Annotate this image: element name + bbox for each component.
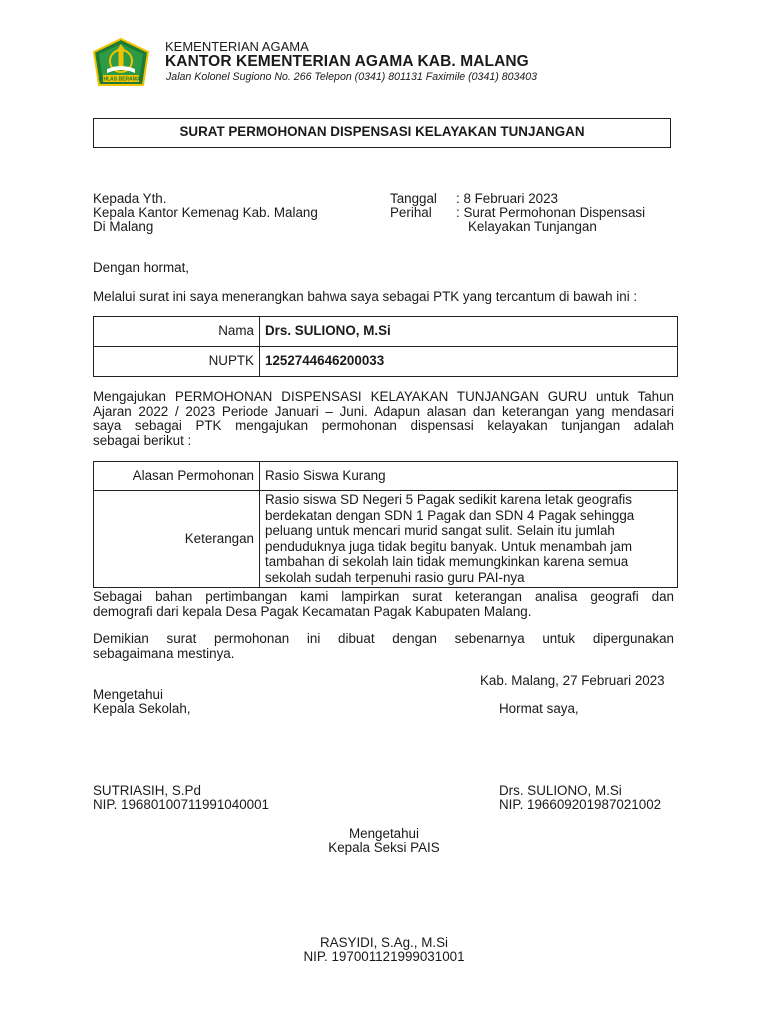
right-sign-line-1: Hormat saya,: [499, 701, 579, 716]
paragraph-line: saya sebagai PTK mengajukan permohonan dispensasi kelayakan tunjangan adalah: [93, 418, 674, 434]
date-value: : 8 Februari 2023: [456, 191, 558, 206]
office-name: KANTOR KEMENTERIAN AGAMA KAB. MALANG: [165, 53, 529, 70]
name-value: Drs. SULIONO, M.Si: [260, 317, 678, 347]
recipient-line-3: Di Malang: [93, 219, 154, 234]
remarks-line: penduduknya juga tidak begitu banyak. Untuk menambah jam: [265, 538, 632, 554]
remarks-line: Rasio siswa SD Negeri 5 Pagak sedikit karena letak geografis: [265, 492, 632, 507]
remarks-line: peluang untuk mencari murid sangat sulit. Selain itu jumlah: [265, 523, 615, 539]
table-row: [94, 462, 678, 491]
nuptk-label: NUPTK: [94, 347, 260, 377]
closing-paragraph: [93, 632, 674, 661]
table-row: [94, 317, 678, 347]
letter-title: SURAT PERMOHONAN DISPENSASI KELAYAKAN TUNJANGAN: [93, 118, 671, 148]
remarks-value: [260, 491, 678, 588]
paragraph-line: Mengajukan PERMOHONAN DISPENSASI KELAYAKAN TUNJANGAN GURU untuk Tahun: [93, 389, 674, 404]
subject-value-1: : Surat Permohonan Dispensasi: [456, 205, 646, 220]
reason-value: Rasio Siswa Kurang: [260, 462, 678, 491]
paragraph-line: Ajaran 2022 / 2023 Periode Januari – Juni. Adapun alasan dan keterangan yang mendasari: [93, 403, 674, 419]
identity-table: [93, 316, 678, 377]
paragraph-line: demografi dari kepala Desa Pagak Kecamatan Pagak Kabupaten Malang.: [93, 603, 532, 619]
table-row: [94, 347, 678, 377]
paragraph-line: Demikian surat permohonan ini dibuat dengan sebenarnya untuk dipergunakan: [93, 631, 674, 646]
remarks-line: tambahan di sekolah lain tidak memungkinkan karena semua: [265, 554, 629, 570]
logo-text: IKHLAS BERAMAL: [98, 76, 144, 83]
remarks-line: sekolah sudah terpenuhi rasio guru PAI-nya: [265, 569, 525, 585]
paragraph-line: sebagai berikut :: [93, 432, 192, 448]
nuptk-value: 1252744646200033: [260, 347, 678, 377]
center-sign-line-1: Mengetahui: [349, 826, 419, 841]
place-date: Kab. Malang, 27 Februari 2023: [480, 673, 665, 688]
office-address: Jalan Kolonel Sugiono No. 266 Telepon (0341) 801131 Faximile (0341) 803403: [166, 71, 538, 83]
left-sign-line-1: Mengetahui: [93, 687, 163, 702]
paragraph-line: Sebagai bahan pertimbangan kami lampirkan surat keterangan analisa geografi dan: [93, 589, 674, 604]
remarks-label: Keterangan: [94, 491, 260, 588]
right-signer-name: Drs. SULIONO, M.Si: [499, 783, 622, 798]
reason-label: Alasan Permohonan: [94, 462, 260, 491]
kemenag-logo-icon: [92, 38, 150, 88]
left-signer-name: SUTRIASIH, S.Pd: [93, 783, 201, 798]
paragraph-line: sebagaimana mestinya.: [93, 645, 235, 661]
ministry-name: KEMENTERIAN AGAMA: [165, 39, 309, 54]
intro-text: Melalui surat ini saya menerangkan bahwa saya sebagai PTK yang tercantum di bawah ini :: [93, 289, 638, 304]
center-sign-line-2: Kepala Seksi PAIS: [328, 840, 440, 855]
center-signer-nip: NIP. 197001121999031001: [303, 949, 465, 964]
reason-table: [93, 461, 678, 588]
subject-value-2: Kelayakan Tunjangan: [468, 219, 597, 234]
consideration-paragraph: [93, 590, 674, 619]
name-label: Nama: [94, 317, 260, 347]
recipient-line-2: Kepala Kantor Kemenag Kab. Malang: [93, 205, 318, 220]
date-label: Tanggal: [390, 191, 437, 206]
left-sign-line-2: Kepala Sekolah,: [93, 701, 191, 716]
recipient-line-1: Kepada Yth.: [93, 191, 167, 206]
table-row: [94, 491, 678, 588]
center-signer-name: RASYIDI, S.Ag., M.Si: [320, 935, 448, 950]
right-signer-nip: NIP. 196609201987021002: [499, 797, 662, 812]
subject-label: Perihal: [390, 205, 432, 220]
greeting: Dengan hormat,: [93, 260, 190, 275]
left-signer-nip: NIP. 19680100711991040001: [93, 797, 269, 812]
request-paragraph: [93, 390, 674, 448]
remarks-line: berdekatan dengan SDN 1 Pagak dan SDN 4 Pagak sehingga: [265, 507, 635, 523]
